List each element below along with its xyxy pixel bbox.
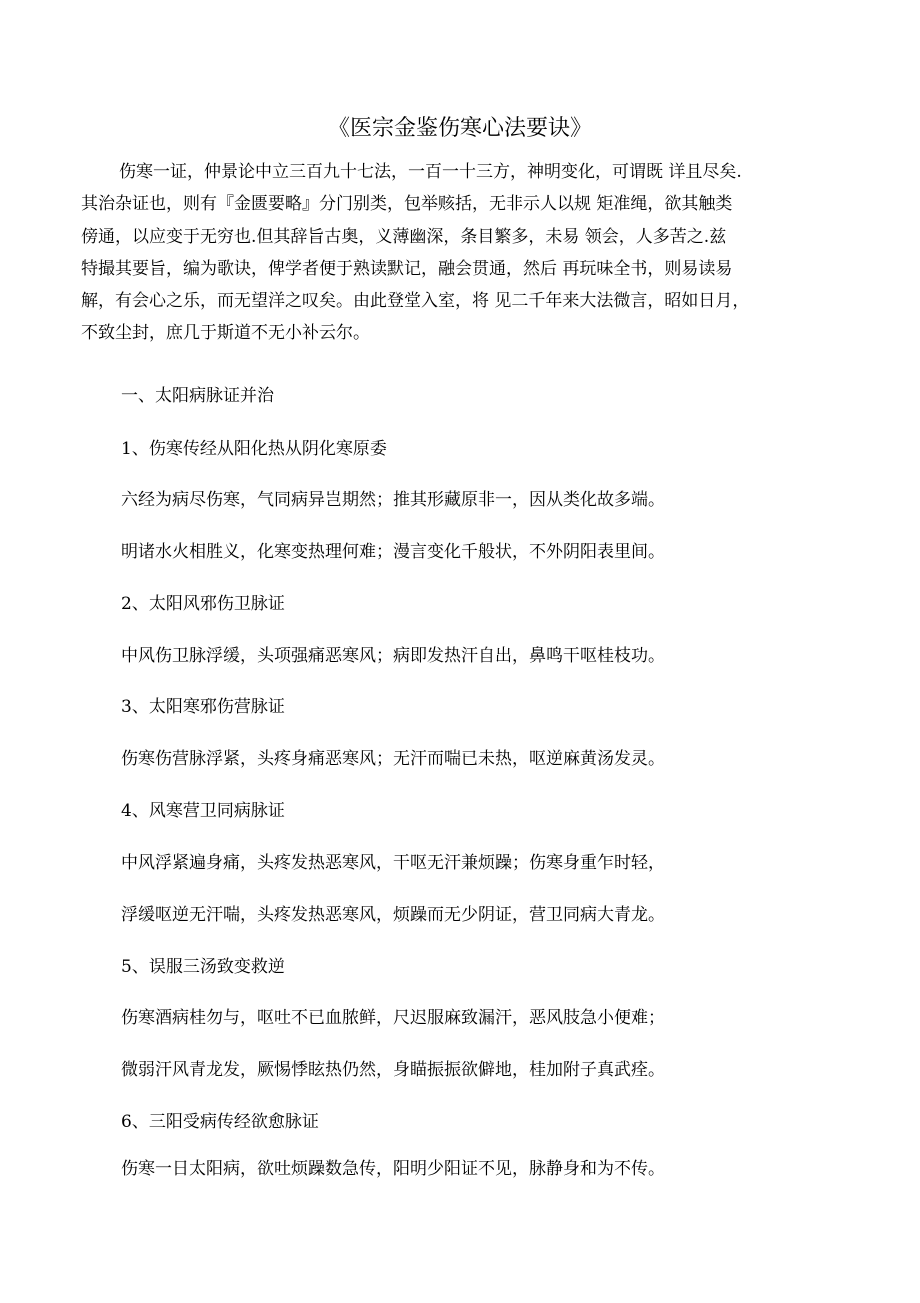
verse-line: 明诸水火相胜义，化寒变热理何难；漫言变化千般状，不外阴阳表里间。 <box>121 542 665 562</box>
document-title: 《医宗金鉴伤寒心法要诀》 <box>327 116 592 141</box>
intro-line: 解，有会心之乐，而无望洋之叹矣。由此登堂入室，将 见二千年来大法微言，昭如日月， <box>81 291 750 312</box>
section-heading: 一、太阳病脉证并治 <box>121 386 274 406</box>
item-heading: 5、误服三汤致变救逆 <box>121 957 285 977</box>
verse-line: 中风浮紧遍身痛，头疼发热恶寒风，干呕无汗兼烦躁；伤寒身重乍时轻， <box>121 853 665 873</box>
item-heading: 6、三阳受病传经欲愈脉证 <box>121 1112 319 1132</box>
verse-line: 微弱汗风青龙发，厥惕悸眩热仍然，身瞄振振欲僻地，桂加附子真武痊。 <box>121 1060 665 1080</box>
verse-line: 浮缓呕逆无汗喘，头疼发热恶寒风，烦躁而无少阴证，营卫同病大青龙。 <box>121 905 665 925</box>
intro-line: 伤寒一证，仲景论中立三百九十七法，一百一十三方，神明变化，可谓既 详且尽矣. <box>119 162 742 182</box>
item-heading: 3、太阳寒邪伤营脉证 <box>121 697 285 717</box>
intro-line: 特撮其要旨，编为歌诀，俾学者便于熟读默记，融会贯通，然后 再玩味全书，则易读易 <box>81 258 733 279</box>
intro-paragraph <box>81 156 859 350</box>
verse-line: 中风伤卫脉浮缓，头项强痛恶寒风；病即发热汗自出，鼻鸣干呕桂枝功。 <box>121 646 665 666</box>
item-heading: 1、伤寒传经从阳化热从阴化寒原委 <box>121 439 387 459</box>
intro-line: 其治杂证也，则有『金匮要略』分门别类，包举赅括，无非示人以规 矩准绳，欲其触类 <box>81 194 733 215</box>
item-heading: 4、风寒营卫同病脉证 <box>121 801 285 821</box>
verse-line: 伤寒酒病桂勿与，呕吐不已血脓鲜，尺迟服麻致漏汗，恶风肢急小便难； <box>121 1008 665 1028</box>
verse-line: 伤寒伤营脉浮紧，头疼身痛恶寒风；无汗而喘已未热，呕逆麻黄汤发灵。 <box>121 749 665 769</box>
verse-line: 伤寒一日太阳病，欲吐烦躁数急传，阳明少阳证不见，脉静身和为不传。 <box>121 1159 665 1179</box>
intro-line: 不致尘封，庶几于斯道不无小补云尔。 <box>81 323 370 344</box>
item-heading: 2、太阳风邪伤卫脉证 <box>121 594 285 614</box>
verse-line: 六经为病尽伤寒，气同病异岂期然；推其形藏原非一，因从类化故多端。 <box>121 490 665 510</box>
intro-line: 傍通，以应变于无穷也.但其辞旨古奥，义薄幽深，条目繁多，未易 领会，人多苦之.兹 <box>81 226 727 247</box>
